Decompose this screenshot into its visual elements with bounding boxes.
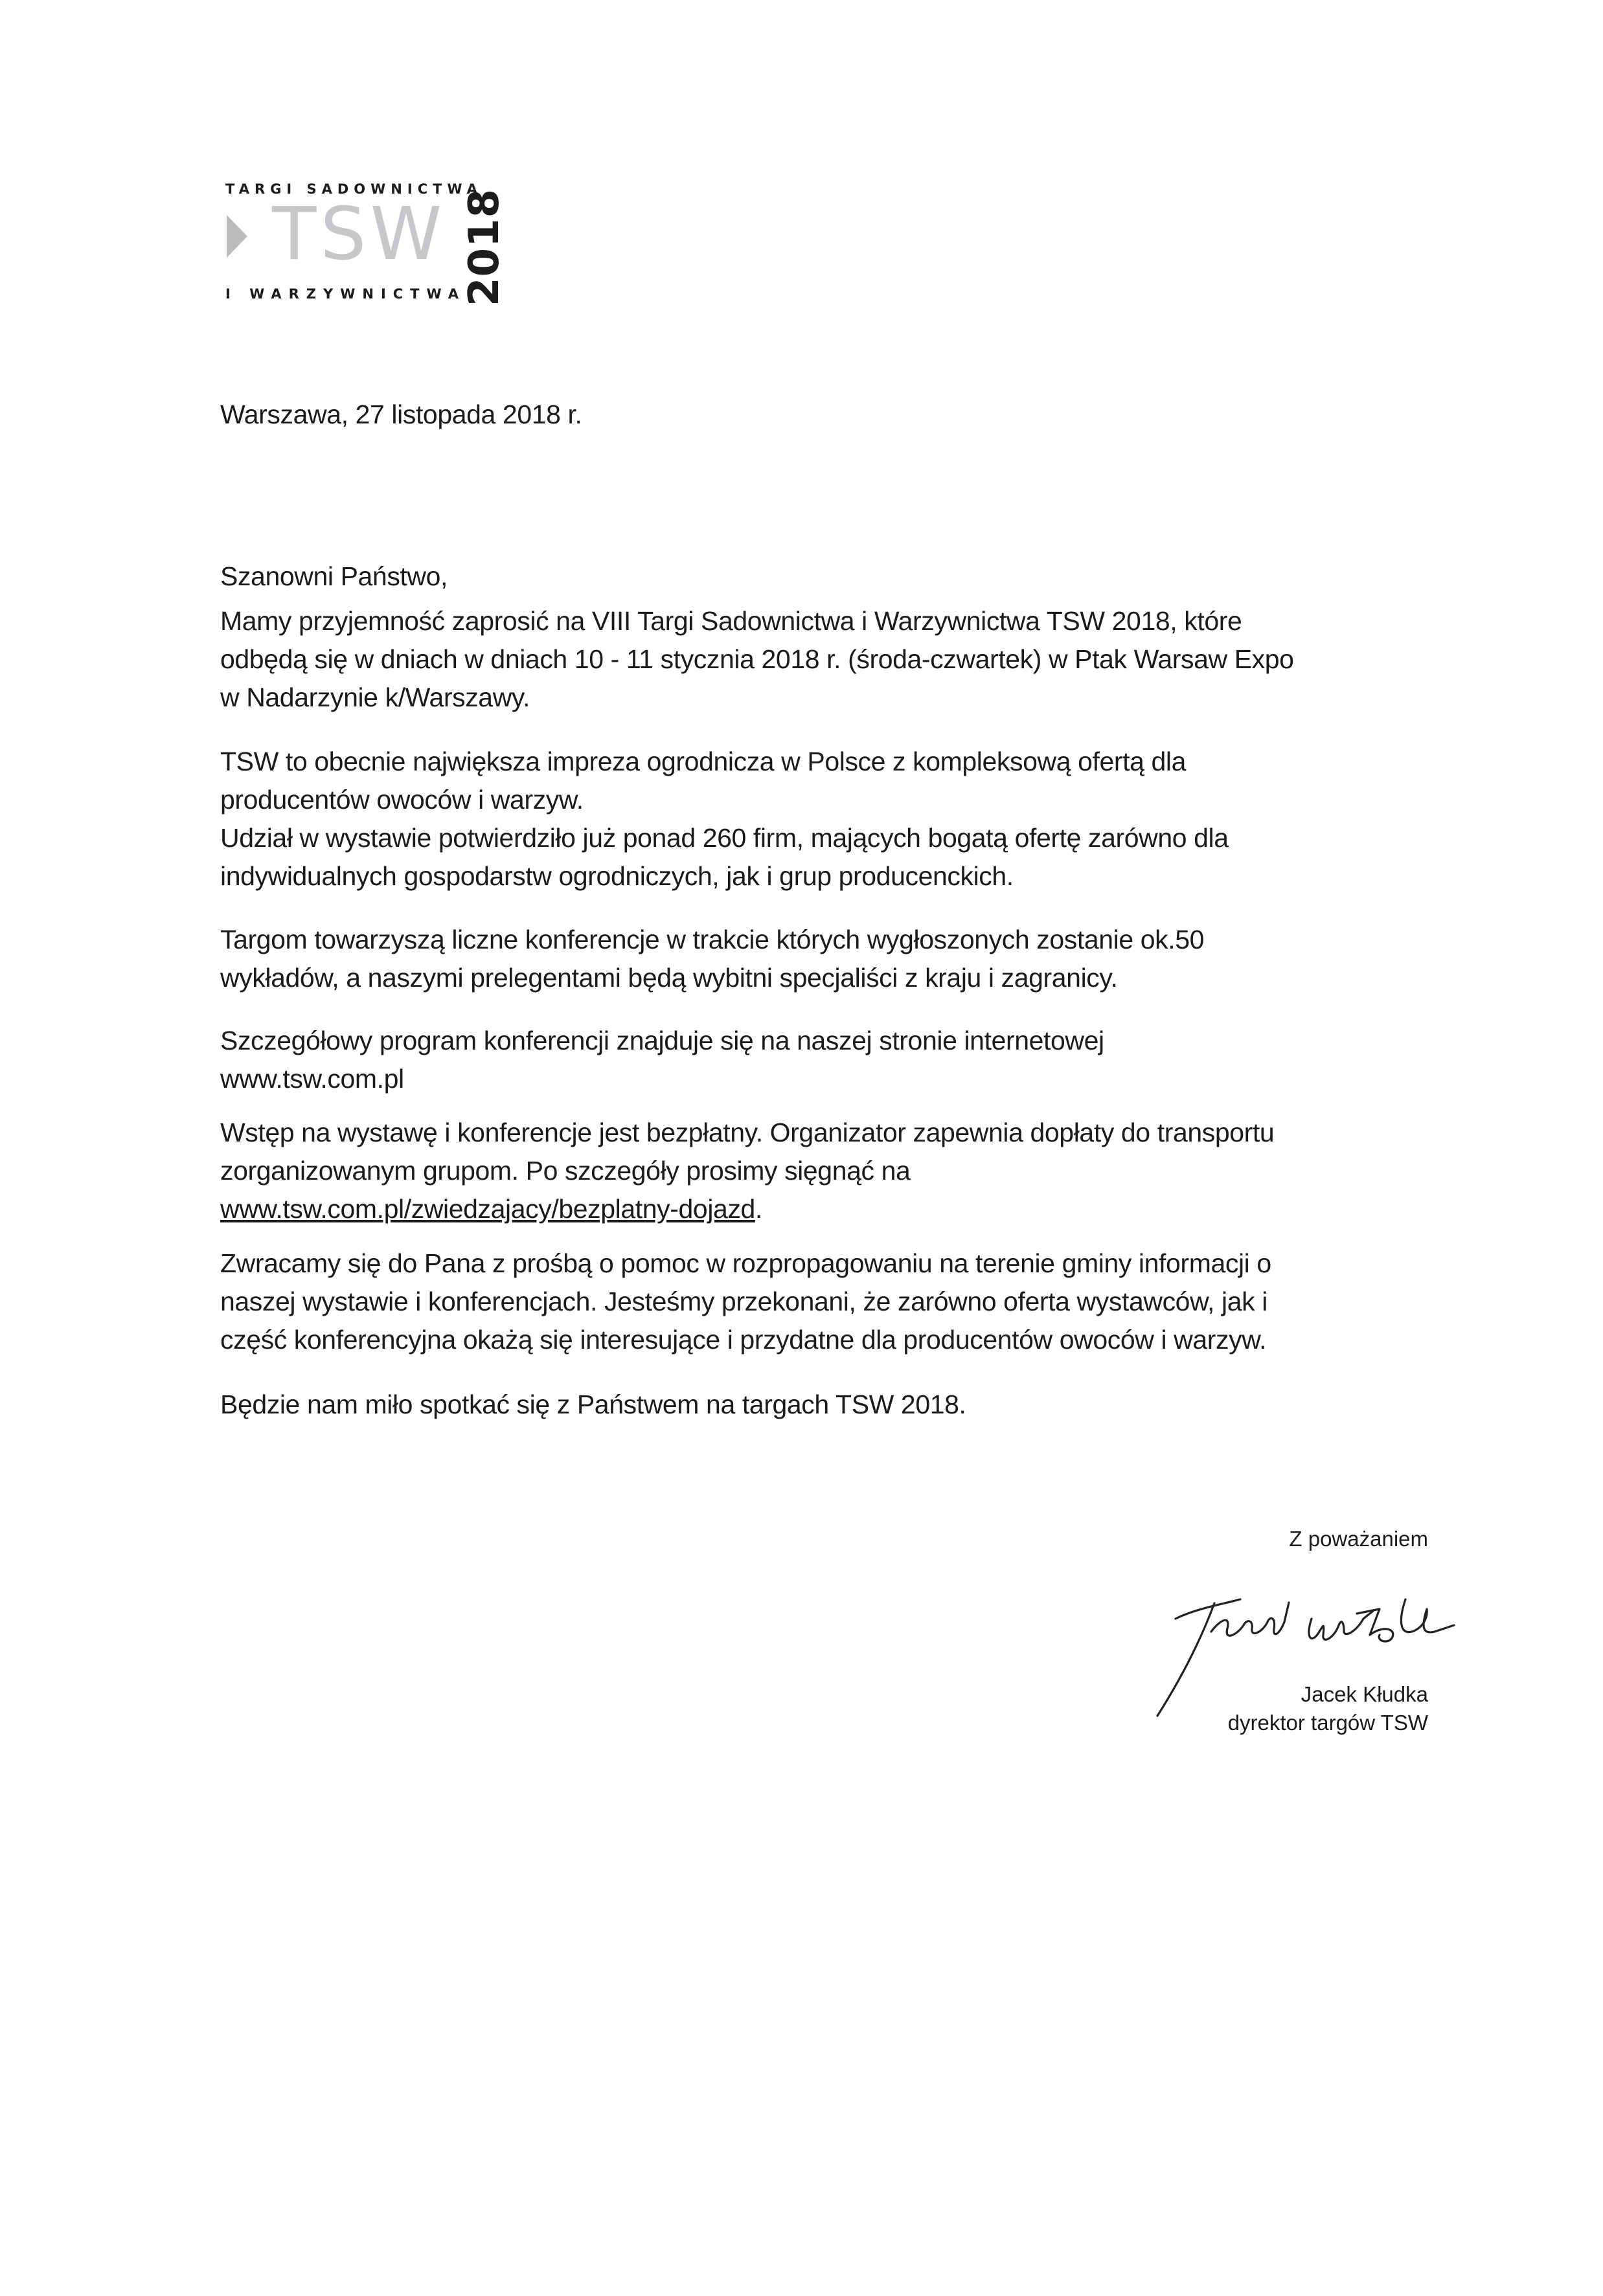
place-date: Warszawa, 27 listopada 2018 r. (220, 400, 582, 429)
signature-stroke (1176, 1599, 1240, 1619)
paragraph-line: Udział w wystawie potwierdziło już ponad 260 firm, mających bogatą ofertę zarówno dla (220, 823, 1229, 853)
website-text: www.tsw.com.pl (220, 1064, 404, 1094)
paragraph-line: w Nadarzynie k/Warszawy. (220, 682, 530, 712)
paragraph-line: Mamy przyjemność zaprosić na VIII Targi Sadownictwa i Warzywnictwa TSW 2018, które (220, 606, 1242, 636)
paragraph-line: odbędą się w dniach w dniach 10 - 11 stycznia 2018 r. (środa-czwartek) w Ptak Warsaw Expo (220, 644, 1294, 674)
paragraph-line: część konferencyjna okażą się interesujące i przydatne dla producentów owoców i warzyw. (220, 1325, 1267, 1355)
paragraph-line: naszej wystawie i konferencjach. Jesteśmy przekonani, że zarówno oferta wystawców, jak i (220, 1287, 1268, 1316)
free-transport-link[interactable]: www.tsw.com.pl/zwiedzajacy/bezplatny-dojazd (220, 1194, 755, 1224)
logo-main-text: TSW (272, 192, 446, 276)
closing-phrase: Z poważaniem (1289, 1527, 1428, 1551)
logo-bottom-text: I WARZYWNICTWA (225, 286, 466, 302)
signature-stroke (1157, 1603, 1214, 1716)
logo-top-text: TARGI SADOWNICTWA (225, 181, 483, 197)
paragraph-line: TSW to obecnie największa impreza ogrodnicza w Polsce z kompleksową ofertą dla (220, 747, 1187, 776)
paragraph-program (220, 1022, 1451, 1098)
signature-stroke (1211, 1603, 1289, 1636)
salutation: Szanowni Państwo, (220, 561, 448, 591)
paragraph-line: indywidualnych gospodarstw ogrodniczych, jak i grup producenckich. (220, 861, 1014, 891)
logo-year (460, 174, 509, 306)
paragraph-request (220, 1244, 1451, 1359)
logo-year-text: 2018 (460, 188, 508, 306)
paragraph-line: Targom towarzyszą liczne konferencje w trakcie których wygłoszonych zostanie ok.50 (220, 925, 1205, 954)
paragraph-invitation (220, 602, 1451, 717)
paragraph-closing-remark (220, 1386, 1451, 1424)
signature-stroke (1309, 1599, 1454, 1641)
paragraph-line: zorganizowanym grupom. Po szczegóły prosimy sięgnąć na (220, 1156, 911, 1186)
paragraph-admission (220, 1114, 1451, 1228)
paragraph-line: producentów owoców i warzyw. (220, 785, 584, 815)
signer-title: dyrektor targów TSW (1227, 1711, 1428, 1735)
paragraph-conferences (220, 921, 1451, 997)
paragraph-line: Będzie nam miło spotkać się z Państwem na targach TSW 2018. (220, 1390, 966, 1419)
tsw-logo (225, 181, 510, 311)
play-arrow-icon (227, 215, 247, 258)
paragraph-line: Zwracamy się do Pana z prośbą o pomoc w rozpropagowaniu na terenie gminy informacji o (220, 1248, 1271, 1278)
paragraph-line: wykładów, a naszymi prelegentami będą wybitni specjaliści z kraju i zagranicy. (220, 963, 1118, 993)
paragraph-line: Wstęp na wystawę i konferencje jest bezpłatny. Organizator zapewnia dopłaty do transportu (220, 1118, 1275, 1147)
signer-name: Jacek Kłudka (1301, 1682, 1428, 1706)
paragraph-line: Szczegółowy program konferencji znajduje się na naszej stronie internetowej (220, 1026, 1104, 1055)
link-suffix: . (755, 1194, 762, 1224)
paragraph-about-tsw (220, 743, 1451, 895)
